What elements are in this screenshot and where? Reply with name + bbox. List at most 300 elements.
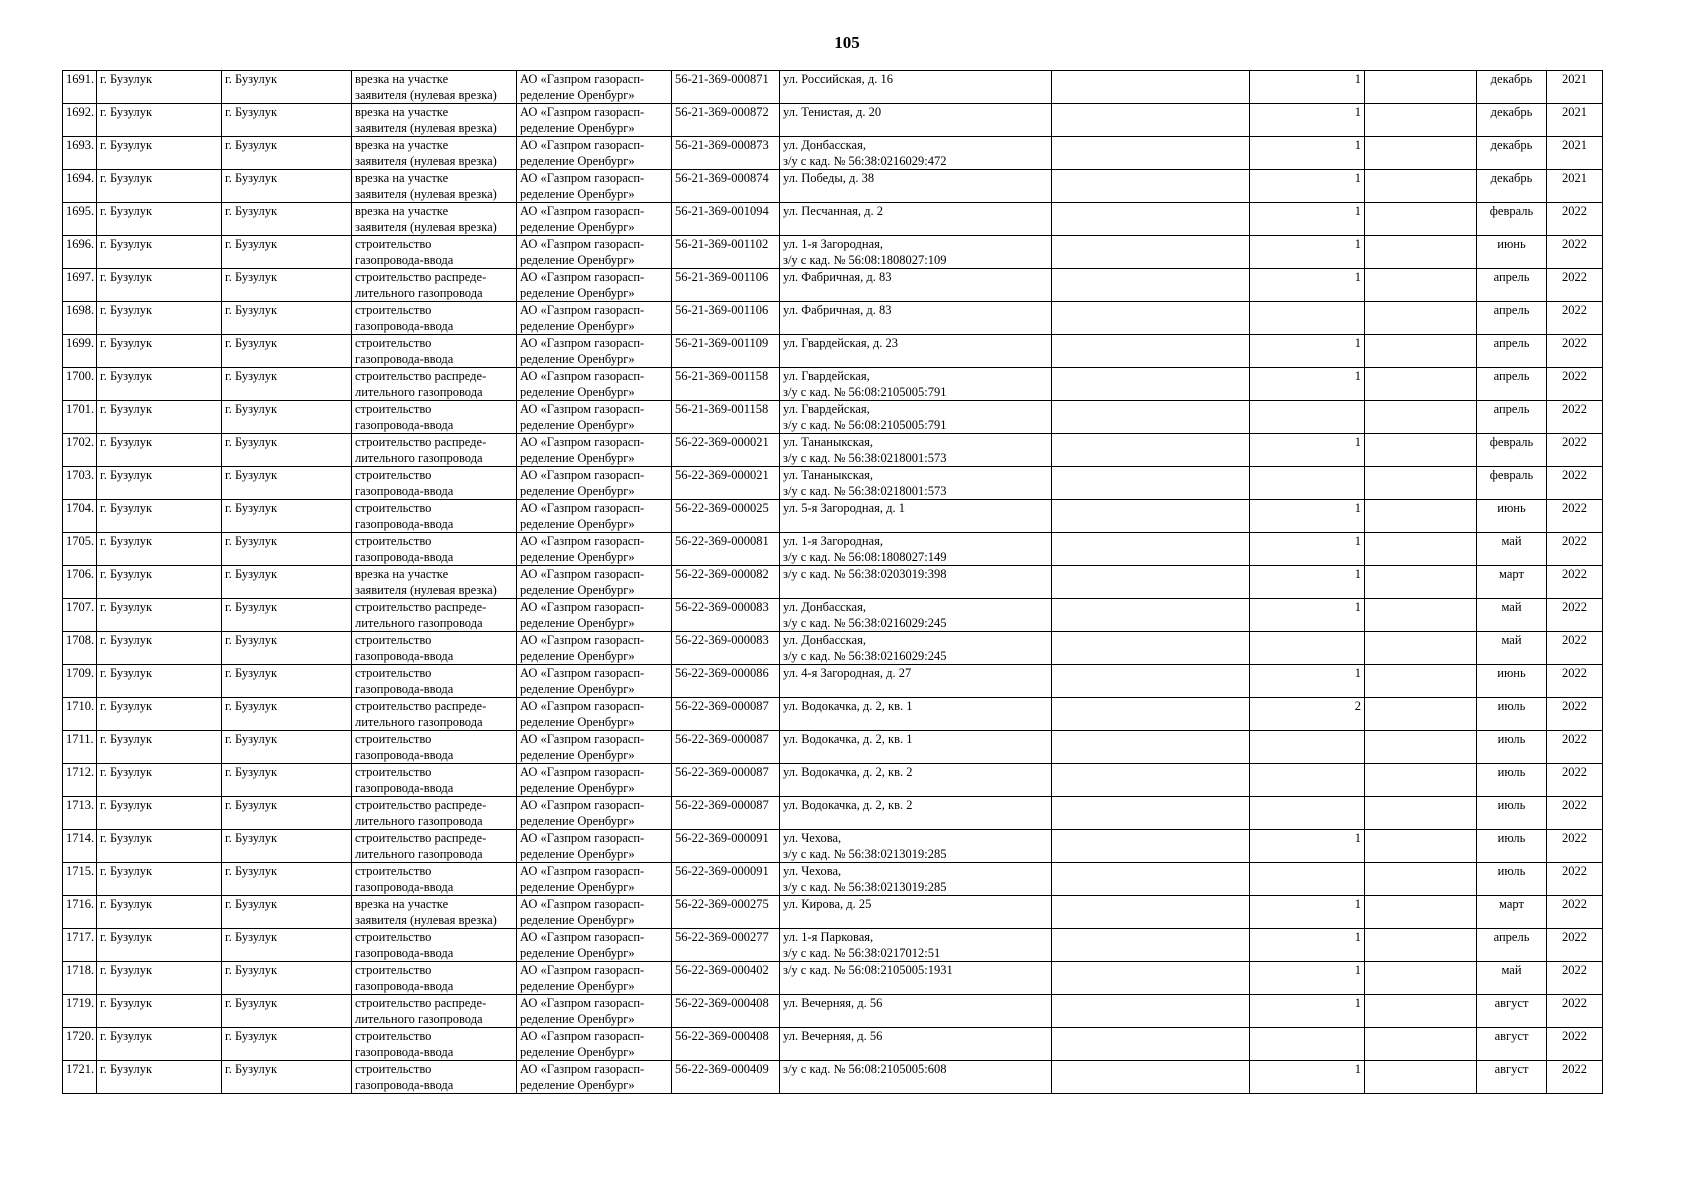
locality-cell: г. Бузулук — [222, 203, 352, 236]
organization-line: АО «Газпром газорасп- — [520, 666, 645, 680]
address-line: з/у с кад. № 56:38:0216029:245 — [783, 616, 947, 630]
row-number: 1711. — [63, 731, 97, 764]
month-cell: июль — [1477, 797, 1547, 830]
empty-cell — [1365, 797, 1477, 830]
work-type-cell — [352, 533, 517, 566]
table-row — [63, 830, 1603, 863]
empty-cell — [1365, 203, 1477, 236]
empty-cell — [1052, 533, 1250, 566]
address-line — [783, 813, 1048, 829]
quantity-cell — [1250, 797, 1365, 830]
address-line: ул. Фабричная, д. 83 — [783, 270, 892, 284]
address-cell — [780, 797, 1052, 830]
locality-cell: г. Бузулук — [222, 896, 352, 929]
address-line: ул. Тананыкская, — [783, 468, 874, 482]
work-type-line: строительство распреде- — [355, 996, 487, 1010]
work-type-line: строительство — [355, 303, 432, 317]
quantity-cell: 1 — [1250, 500, 1365, 533]
organization-line: ределение Оренбург» — [520, 814, 635, 828]
empty-cell — [1052, 929, 1250, 962]
work-type-line: строительство — [355, 864, 432, 878]
address-cell — [780, 467, 1052, 500]
work-type-line: врезка на участке — [355, 204, 449, 218]
locality-cell: г. Бузулук — [222, 764, 352, 797]
locality-cell: г. Бузулук — [222, 467, 352, 500]
year-cell: 2022 — [1547, 203, 1603, 236]
work-type-line: газопровода-ввода — [355, 979, 454, 993]
spec-code-cell: 56-22-369-000409 — [672, 1061, 780, 1094]
work-type-line: строительство распреде- — [355, 435, 487, 449]
month-cell: июнь — [1477, 500, 1547, 533]
locality-cell: г. Бузулук — [222, 1061, 352, 1094]
address-line — [783, 681, 1048, 697]
address-cell — [780, 599, 1052, 632]
organization-line: ределение Оренбург» — [520, 451, 635, 465]
organization-cell — [517, 500, 672, 533]
table-row — [63, 137, 1603, 170]
city-cell: г. Бузулук — [97, 764, 222, 797]
work-type-line: заявителя (нулевая врезка) — [355, 121, 497, 135]
row-number: 1704. — [63, 500, 97, 533]
work-type-line: газопровода-ввода — [355, 253, 454, 267]
work-type-cell — [352, 269, 517, 302]
month-cell: июнь — [1477, 665, 1547, 698]
address-cell — [780, 863, 1052, 896]
address-cell — [780, 764, 1052, 797]
year-cell: 2022 — [1547, 731, 1603, 764]
locality-cell: г. Бузулук — [222, 302, 352, 335]
quantity-cell: 1 — [1250, 995, 1365, 1028]
spec-code-cell: 56-21-369-001158 — [672, 368, 780, 401]
work-type-line: строительство — [355, 1062, 432, 1076]
table-row — [63, 863, 1603, 896]
organization-line: ределение Оренбург» — [520, 748, 635, 762]
organization-cell — [517, 632, 672, 665]
work-type-cell — [352, 698, 517, 731]
organization-line: ределение Оренбург» — [520, 715, 635, 729]
year-cell: 2022 — [1547, 896, 1603, 929]
address-line — [783, 120, 1048, 136]
organization-line: ределение Оренбург» — [520, 220, 635, 234]
quantity-cell — [1250, 302, 1365, 335]
work-type-line: строительство — [355, 468, 432, 482]
locality-cell: г. Бузулук — [222, 863, 352, 896]
empty-cell — [1052, 137, 1250, 170]
table-row — [63, 71, 1603, 104]
work-type-line: врезка на участке — [355, 171, 449, 185]
quantity-cell: 1 — [1250, 665, 1365, 698]
city-cell: г. Бузулук — [97, 896, 222, 929]
address-line: ул. Кирова, д. 25 — [783, 897, 872, 911]
locality-cell: г. Бузулук — [222, 995, 352, 1028]
city-cell: г. Бузулук — [97, 1061, 222, 1094]
work-type-line: врезка на участке — [355, 897, 449, 911]
address-cell — [780, 500, 1052, 533]
address-cell — [780, 632, 1052, 665]
address-line: з/у с кад. № 56:08:1808027:109 — [783, 253, 947, 267]
year-cell: 2021 — [1547, 170, 1603, 203]
organization-line: АО «Газпром газорасп- — [520, 534, 645, 548]
year-cell: 2022 — [1547, 269, 1603, 302]
spec-code-cell: 56-22-369-000087 — [672, 731, 780, 764]
organization-line: ределение Оренбург» — [520, 187, 635, 201]
empty-cell — [1052, 269, 1250, 302]
month-cell: апрель — [1477, 335, 1547, 368]
work-type-line: заявителя (нулевая врезка) — [355, 913, 497, 927]
work-type-line: газопровода-ввода — [355, 682, 454, 696]
work-type-line: строительство распреде- — [355, 369, 487, 383]
address-line: ул. Вечерняя, д. 56 — [783, 1029, 883, 1043]
address-line: ул. Фабричная, д. 83 — [783, 303, 892, 317]
empty-cell — [1365, 896, 1477, 929]
spec-code-cell: 56-21-369-000873 — [672, 137, 780, 170]
month-cell: апрель — [1477, 368, 1547, 401]
locality-cell: г. Бузулук — [222, 929, 352, 962]
quantity-cell: 1 — [1250, 962, 1365, 995]
spec-code-cell: 56-21-369-001158 — [672, 401, 780, 434]
table-row — [63, 599, 1603, 632]
spec-code-cell: 56-22-369-000402 — [672, 962, 780, 995]
empty-cell — [1052, 698, 1250, 731]
address-cell — [780, 1028, 1052, 1061]
locality-cell: г. Бузулук — [222, 698, 352, 731]
empty-cell — [1052, 104, 1250, 137]
organization-cell — [517, 995, 672, 1028]
work-type-line: лительного газопровода — [355, 715, 483, 729]
organization-cell — [517, 1028, 672, 1061]
row-number: 1717. — [63, 929, 97, 962]
spec-code-cell: 56-22-369-000021 — [672, 467, 780, 500]
city-cell: г. Бузулук — [97, 203, 222, 236]
address-cell — [780, 665, 1052, 698]
organization-line: ределение Оренбург» — [520, 418, 635, 432]
table-row — [63, 434, 1603, 467]
spec-code-cell: 56-21-369-000871 — [672, 71, 780, 104]
row-number: 1695. — [63, 203, 97, 236]
row-number: 1706. — [63, 566, 97, 599]
organization-cell — [517, 929, 672, 962]
year-cell: 2022 — [1547, 698, 1603, 731]
work-type-line: газопровода-ввода — [355, 517, 454, 531]
organization-line: ределение Оренбург» — [520, 649, 635, 663]
row-number: 1705. — [63, 533, 97, 566]
row-number: 1718. — [63, 962, 97, 995]
address-line — [783, 1044, 1048, 1060]
locality-cell: г. Бузулук — [222, 533, 352, 566]
work-type-cell — [352, 896, 517, 929]
organization-line: ределение Оренбург» — [520, 352, 635, 366]
address-line: з/у с кад. № 56:38:0218001:573 — [783, 451, 947, 465]
work-type-cell — [352, 368, 517, 401]
month-cell: июль — [1477, 764, 1547, 797]
work-type-line: газопровода-ввода — [355, 418, 454, 432]
year-cell: 2022 — [1547, 533, 1603, 566]
organization-cell — [517, 467, 672, 500]
work-type-line: врезка на участке — [355, 72, 449, 86]
row-number: 1698. — [63, 302, 97, 335]
organization-line: ределение Оренбург» — [520, 880, 635, 894]
empty-cell — [1052, 434, 1250, 467]
organization-line: ределение Оренбург» — [520, 1045, 635, 1059]
address-line: ул. Гвардейская, д. 23 — [783, 336, 898, 350]
address-line: ул. Победы, д. 38 — [783, 171, 875, 185]
work-type-line: строительство — [355, 237, 432, 251]
organization-line: АО «Газпром газорасп- — [520, 237, 645, 251]
organization-line: ределение Оренбург» — [520, 682, 635, 696]
empty-cell — [1365, 995, 1477, 1028]
address-line: з/у с кад. № 56:08:2105005:791 — [783, 418, 947, 432]
address-line: ул. Чехова, — [783, 831, 842, 845]
organization-cell — [517, 302, 672, 335]
work-type-cell — [352, 566, 517, 599]
organization-cell — [517, 764, 672, 797]
organization-line: ределение Оренбург» — [520, 781, 635, 795]
address-cell — [780, 962, 1052, 995]
work-type-line: газопровода-ввода — [355, 748, 454, 762]
month-cell: август — [1477, 1028, 1547, 1061]
table-row — [63, 269, 1603, 302]
organization-cell — [517, 731, 672, 764]
address-cell — [780, 203, 1052, 236]
address-line — [783, 87, 1048, 103]
work-type-cell — [352, 929, 517, 962]
quantity-cell: 1 — [1250, 203, 1365, 236]
spec-code-cell: 56-22-369-000083 — [672, 632, 780, 665]
locality-cell: г. Бузулук — [222, 962, 352, 995]
address-line — [783, 714, 1048, 730]
month-cell: март — [1477, 566, 1547, 599]
city-cell: г. Бузулук — [97, 698, 222, 731]
address-line: ул. Донбасская, — [783, 138, 866, 152]
work-type-line: строительство — [355, 633, 432, 647]
locality-cell: г. Бузулук — [222, 434, 352, 467]
city-cell: г. Бузулук — [97, 830, 222, 863]
month-cell: май — [1477, 632, 1547, 665]
city-cell: г. Бузулук — [97, 236, 222, 269]
month-cell: апрель — [1477, 302, 1547, 335]
quantity-cell: 1 — [1250, 434, 1365, 467]
table-row — [63, 764, 1603, 797]
address-line: ул. 5-я Загородная, д. 1 — [783, 501, 905, 515]
address-cell — [780, 302, 1052, 335]
work-type-line: газопровода-ввода — [355, 319, 454, 333]
spec-code-cell: 56-22-369-000408 — [672, 1028, 780, 1061]
quantity-cell — [1250, 401, 1365, 434]
address-cell — [780, 830, 1052, 863]
spec-code-cell: 56-22-369-000087 — [672, 797, 780, 830]
address-line: з/у с кад. № 56:38:0217012:51 — [783, 946, 941, 960]
registry-table — [62, 70, 1603, 1094]
city-cell: г. Бузулук — [97, 863, 222, 896]
empty-cell — [1365, 665, 1477, 698]
organization-cell — [517, 1061, 672, 1094]
locality-cell: г. Бузулук — [222, 599, 352, 632]
work-type-line: заявителя (нулевая врезка) — [355, 583, 497, 597]
organization-cell — [517, 203, 672, 236]
address-line — [783, 219, 1048, 235]
table-row — [63, 368, 1603, 401]
work-type-cell — [352, 797, 517, 830]
spec-code-cell: 56-21-369-001109 — [672, 335, 780, 368]
organization-line: АО «Газпром газорасп- — [520, 699, 645, 713]
work-type-cell — [352, 203, 517, 236]
city-cell: г. Бузулук — [97, 269, 222, 302]
city-cell: г. Бузулук — [97, 731, 222, 764]
empty-cell — [1365, 170, 1477, 203]
address-cell — [780, 335, 1052, 368]
table-row — [63, 797, 1603, 830]
work-type-cell — [352, 401, 517, 434]
empty-cell — [1365, 236, 1477, 269]
organization-line: АО «Газпром газорасп- — [520, 468, 645, 482]
spec-code-cell: 56-22-369-000021 — [672, 434, 780, 467]
city-cell: г. Бузулук — [97, 599, 222, 632]
organization-line: АО «Газпром газорасп- — [520, 732, 645, 746]
address-cell — [780, 929, 1052, 962]
year-cell: 2021 — [1547, 137, 1603, 170]
empty-cell — [1365, 599, 1477, 632]
row-number: 1693. — [63, 137, 97, 170]
organization-cell — [517, 599, 672, 632]
empty-cell — [1052, 368, 1250, 401]
table-row — [63, 203, 1603, 236]
table-row — [63, 401, 1603, 434]
address-line — [783, 186, 1048, 202]
organization-line: АО «Газпром газорасп- — [520, 1062, 645, 1076]
empty-cell — [1052, 731, 1250, 764]
organization-cell — [517, 104, 672, 137]
organization-line: АО «Газпром газорасп- — [520, 336, 645, 350]
organization-cell — [517, 236, 672, 269]
work-type-line: газопровода-ввода — [355, 946, 454, 960]
empty-cell — [1052, 962, 1250, 995]
address-cell — [780, 137, 1052, 170]
organization-line: ределение Оренбург» — [520, 979, 635, 993]
spec-code-cell: 56-22-369-000277 — [672, 929, 780, 962]
empty-cell — [1365, 500, 1477, 533]
city-cell: г. Бузулук — [97, 170, 222, 203]
table-row — [63, 335, 1603, 368]
row-number: 1701. — [63, 401, 97, 434]
quantity-cell: 1 — [1250, 104, 1365, 137]
address-line: ул. Тенистая, д. 20 — [783, 105, 882, 119]
table-row — [63, 104, 1603, 137]
work-type-line: лительного газопровода — [355, 847, 483, 861]
month-cell: март — [1477, 896, 1547, 929]
city-cell: г. Бузулук — [97, 401, 222, 434]
empty-cell — [1052, 995, 1250, 1028]
work-type-line: газопровода-ввода — [355, 352, 454, 366]
empty-cell — [1052, 1028, 1250, 1061]
spec-code-cell: 56-21-369-001106 — [672, 269, 780, 302]
work-type-cell — [352, 1061, 517, 1094]
year-cell: 2021 — [1547, 104, 1603, 137]
locality-cell: г. Бузулук — [222, 632, 352, 665]
organization-cell — [517, 896, 672, 929]
organization-line: АО «Газпром газорасп- — [520, 270, 645, 284]
city-cell: г. Бузулук — [97, 797, 222, 830]
empty-cell — [1052, 302, 1250, 335]
organization-line: ределение Оренбург» — [520, 550, 635, 564]
city-cell: г. Бузулук — [97, 533, 222, 566]
quantity-cell: 1 — [1250, 335, 1365, 368]
locality-cell: г. Бузулук — [222, 137, 352, 170]
month-cell: февраль — [1477, 203, 1547, 236]
organization-line: ределение Оренбург» — [520, 1012, 635, 1026]
city-cell: г. Бузулук — [97, 71, 222, 104]
organization-cell — [517, 830, 672, 863]
month-cell: август — [1477, 1061, 1547, 1094]
spec-code-cell: 56-21-369-001102 — [672, 236, 780, 269]
city-cell: г. Бузулук — [97, 632, 222, 665]
row-number: 1712. — [63, 764, 97, 797]
organization-line: АО «Газпром газорасп- — [520, 798, 645, 812]
work-type-cell — [352, 104, 517, 137]
work-type-line: строительство — [355, 930, 432, 944]
table-row — [63, 566, 1603, 599]
spec-code-cell: 56-22-369-000275 — [672, 896, 780, 929]
address-line: ул. Водокачка, д. 2, кв. 1 — [783, 732, 913, 746]
month-cell: июнь — [1477, 236, 1547, 269]
row-number: 1691. — [63, 71, 97, 104]
empty-cell — [1365, 401, 1477, 434]
address-cell — [780, 698, 1052, 731]
organization-line: ределение Оренбург» — [520, 253, 635, 267]
table-row — [63, 896, 1603, 929]
table-row — [63, 533, 1603, 566]
address-line: з/у с кад. № 56:38:0218001:573 — [783, 484, 947, 498]
spec-code-cell: 56-22-369-000087 — [672, 764, 780, 797]
month-cell: май — [1477, 533, 1547, 566]
month-cell: июль — [1477, 830, 1547, 863]
address-line: ул. 4-я Загородная, д. 27 — [783, 666, 912, 680]
work-type-cell — [352, 995, 517, 1028]
quantity-cell — [1250, 467, 1365, 500]
year-cell: 2022 — [1547, 632, 1603, 665]
empty-cell — [1052, 863, 1250, 896]
city-cell: г. Бузулук — [97, 467, 222, 500]
organization-line: АО «Газпром газорасп- — [520, 105, 645, 119]
work-type-line: врезка на участке — [355, 105, 449, 119]
address-line: з/у с кад. № 56:38:0203019:398 — [783, 567, 947, 581]
work-type-cell — [352, 632, 517, 665]
work-type-cell — [352, 500, 517, 533]
address-line: з/у с кад. № 56:08:2105005:608 — [783, 1062, 947, 1076]
address-line — [783, 318, 1048, 334]
organization-line: ределение Оренбург» — [520, 616, 635, 630]
locality-cell: г. Бузулук — [222, 236, 352, 269]
organization-cell — [517, 566, 672, 599]
locality-cell: г. Бузулук — [222, 269, 352, 302]
address-line: з/у с кад. № 56:08:2105005:791 — [783, 385, 947, 399]
empty-cell — [1365, 335, 1477, 368]
city-cell: г. Бузулук — [97, 962, 222, 995]
work-type-line: газопровода-ввода — [355, 1045, 454, 1059]
organization-cell — [517, 401, 672, 434]
quantity-cell — [1250, 731, 1365, 764]
table-row — [63, 500, 1603, 533]
locality-cell: г. Бузулук — [222, 335, 352, 368]
work-type-line: строительство — [355, 732, 432, 746]
organization-line: АО «Газпром газорасп- — [520, 435, 645, 449]
empty-cell — [1365, 632, 1477, 665]
work-type-line: врезка на участке — [355, 567, 449, 581]
address-line — [783, 516, 1048, 532]
work-type-cell — [352, 236, 517, 269]
month-cell: декабрь — [1477, 137, 1547, 170]
spec-code-cell: 56-21-369-000872 — [672, 104, 780, 137]
year-cell: 2022 — [1547, 830, 1603, 863]
